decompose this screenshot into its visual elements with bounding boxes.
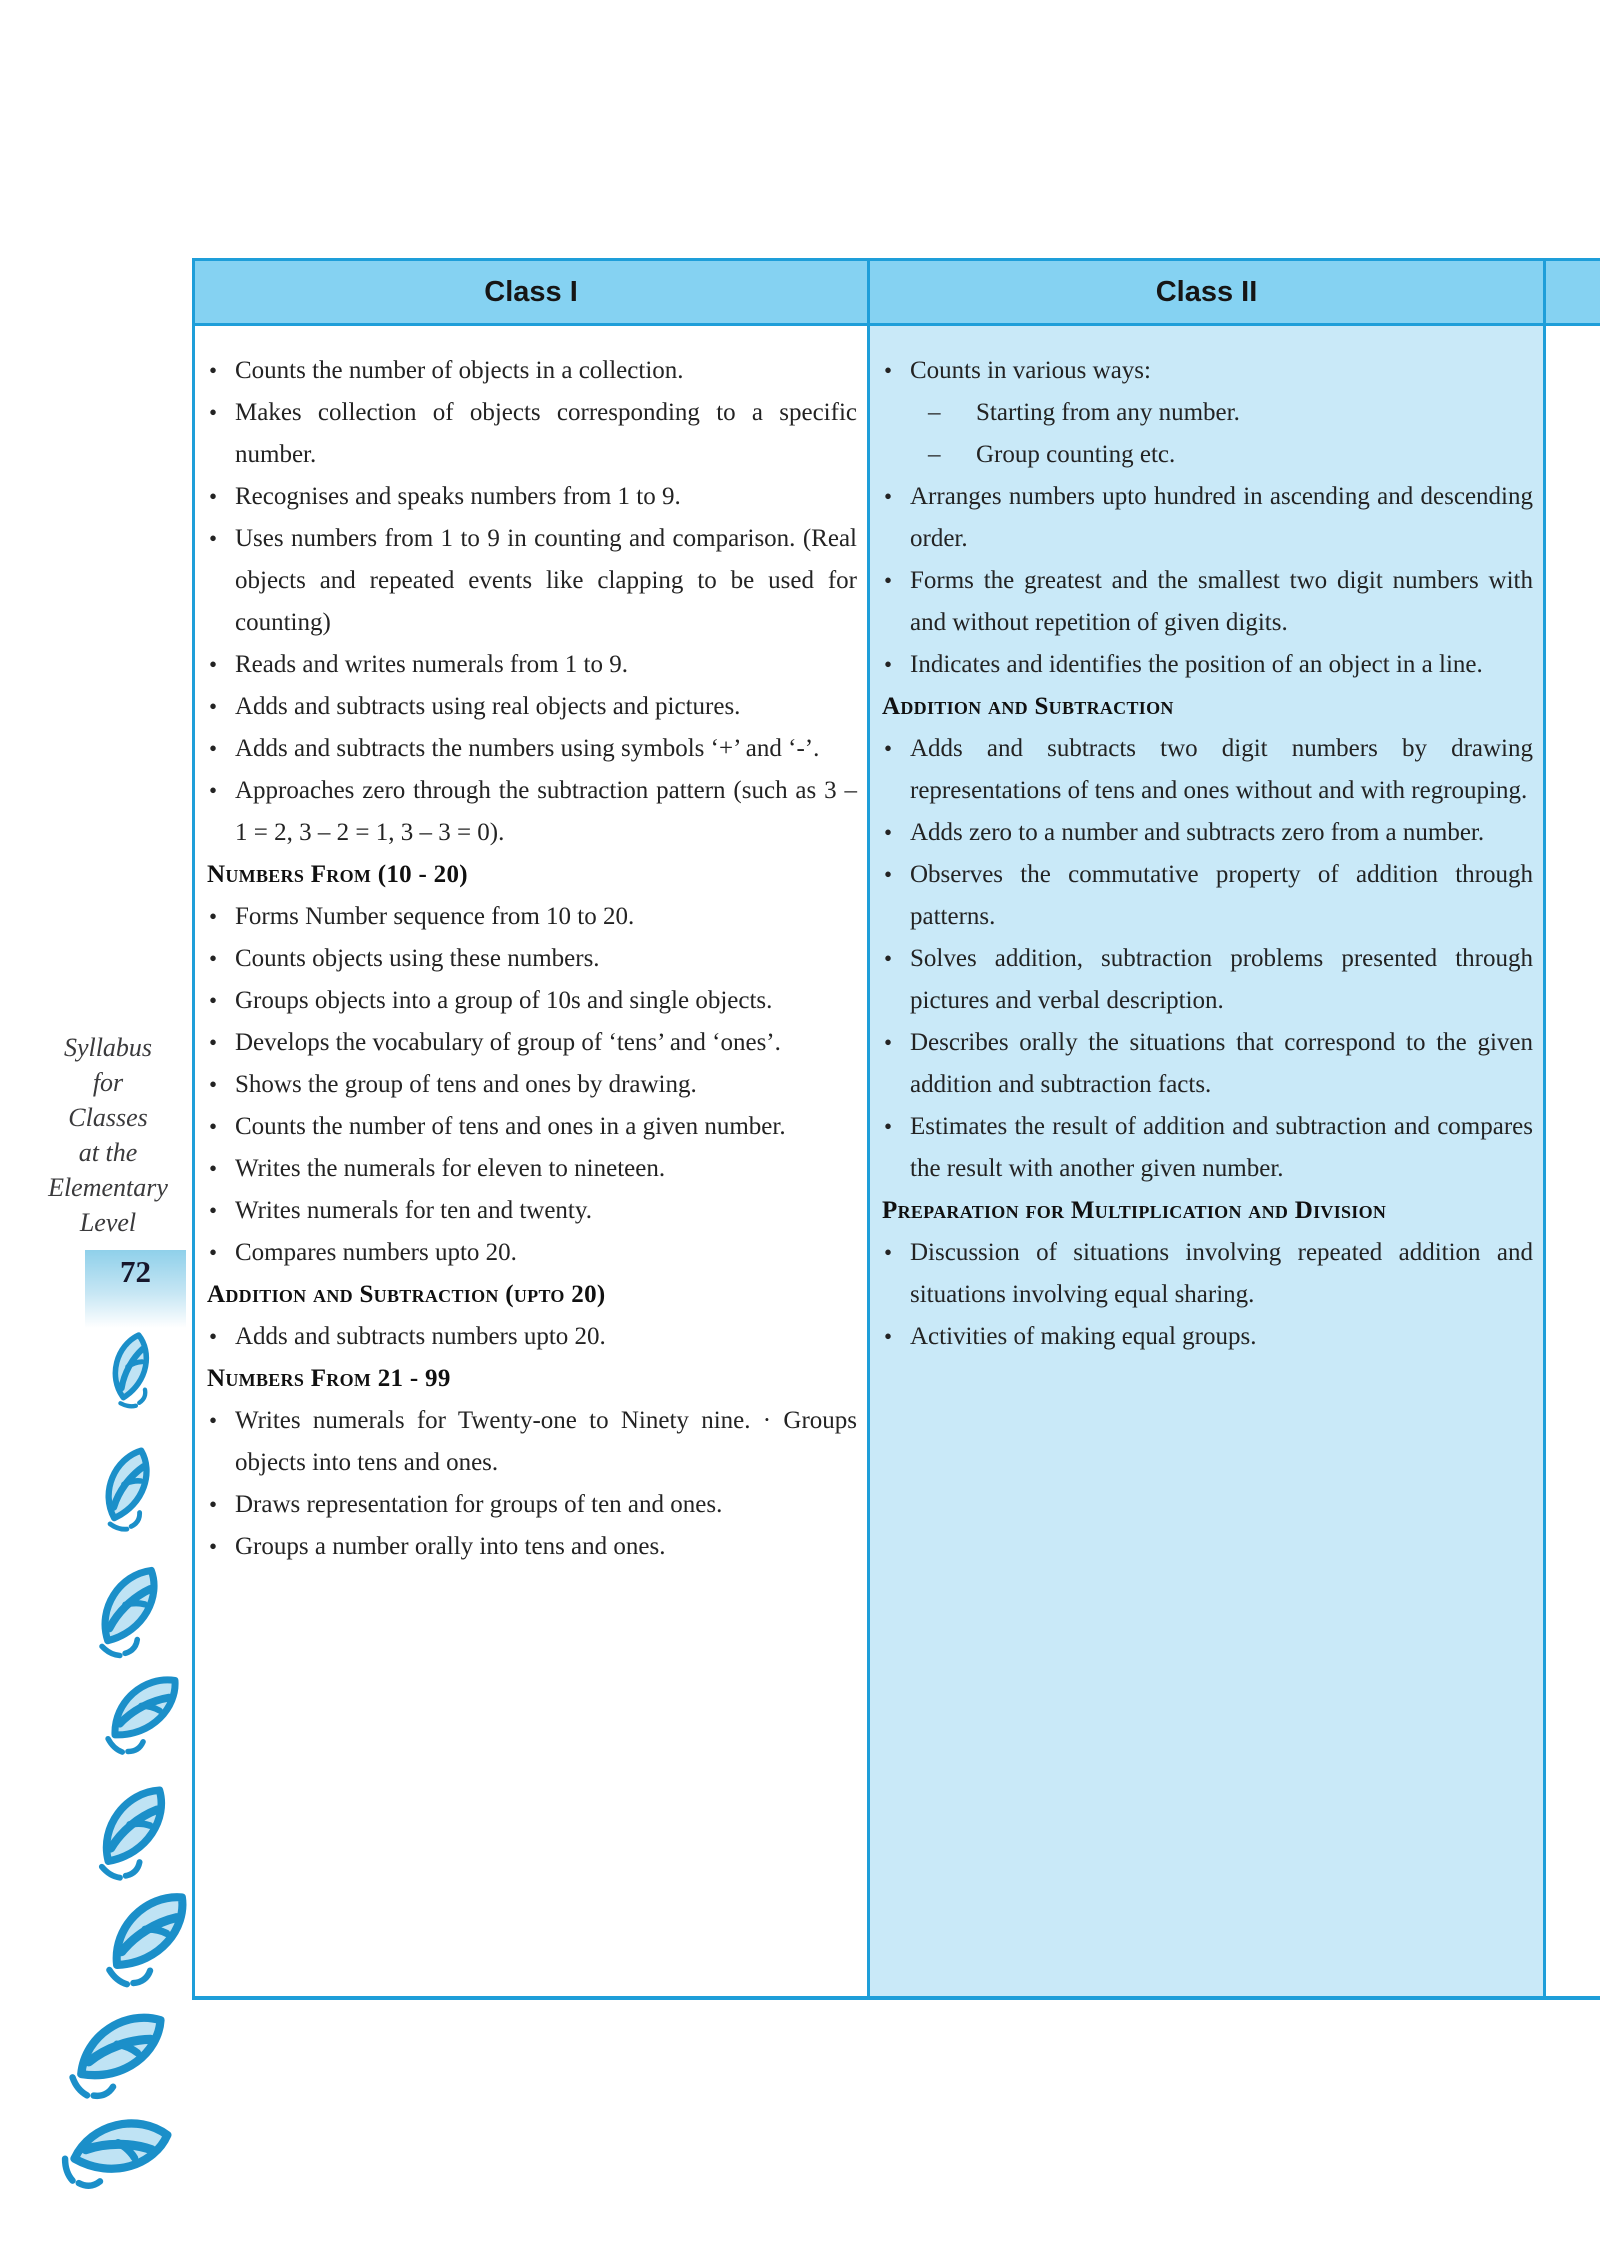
list-item-text: Uses numbers from 1 to 9 in counting and comparison. (Real objects and repeated events like clapping to be used for counting) xyxy=(235,525,857,636)
list-item xyxy=(880,644,1533,686)
syllabus-table xyxy=(192,258,1600,2000)
bullet-icon: • xyxy=(884,1240,893,1265)
bullet-icon: • xyxy=(209,400,218,425)
sidebar-title-line: at the xyxy=(78,1138,138,1167)
list-item-text: Makes collection of objects corresponding to a specific number. xyxy=(235,399,857,468)
list-item xyxy=(205,1232,857,1274)
leaf-icon xyxy=(64,1760,195,1895)
list-item-text: Activities of making equal groups. xyxy=(910,1323,1257,1350)
list-item-text: Writes the numerals for eleven to nineteen. xyxy=(235,1155,666,1182)
list-item-text: Shows the group of tens and ones by drawing. xyxy=(235,1071,697,1098)
list-item-text: Counts the number of objects in a collection. xyxy=(235,357,684,384)
list-item-text: Reads and writes numerals from 1 to 9. xyxy=(235,651,628,678)
section-heading: Numbers From 21 - 99 xyxy=(207,1365,451,1392)
list-item xyxy=(205,350,857,392)
list-item-text: Observes the commutative property of addition through patterns. xyxy=(910,861,1533,930)
column-header-class-1: Class I xyxy=(195,261,867,323)
list-item-text: Counts objects using these numbers. xyxy=(235,945,600,972)
table-header-row xyxy=(195,261,1600,326)
list-item xyxy=(205,728,857,770)
list-item-text: Compares numbers upto 20. xyxy=(235,1239,517,1266)
list-item-text: Adds and subtracts the numbers using symbols ‘+’ and ‘-’. xyxy=(235,735,820,762)
sidebar-title xyxy=(28,1030,188,1240)
section-heading: Numbers From (10 - 20) xyxy=(207,861,468,888)
list-item xyxy=(205,770,857,854)
leaf-icon xyxy=(75,1433,175,1542)
bullet-icon: • xyxy=(209,526,218,551)
list-item xyxy=(880,350,1533,392)
list-item-text: Adds and subtracts using real objects and pictures. xyxy=(235,693,741,720)
bullet-icon: • xyxy=(884,652,893,677)
bullet-icon: • xyxy=(209,1030,218,1055)
list-item xyxy=(880,938,1533,1022)
list-item xyxy=(880,476,1533,560)
list-item-text: Counts the number of tens and ones in a given number. xyxy=(235,1113,786,1140)
bullet-icon: • xyxy=(209,694,218,719)
list-item-text: Discussion of situations involving repeated addition and situations involving equal sharing. xyxy=(910,1239,1533,1308)
list-item-text: Counts in various ways: xyxy=(910,357,1151,384)
bullet-icon: • xyxy=(209,736,218,761)
bullet-icon: • xyxy=(209,904,218,929)
bullet-icon: • xyxy=(209,1534,218,1559)
leaf-icon xyxy=(78,1648,203,1771)
list-item xyxy=(205,938,857,980)
list-item-text: Develops the vocabulary of group of ‘tens’ and ‘ones’. xyxy=(235,1029,781,1056)
list-item-text: Solves addition, subtraction problems presented through pictures and verbal description. xyxy=(910,945,1533,1014)
bullet-icon: • xyxy=(884,946,893,971)
bullet-icon: • xyxy=(209,358,218,383)
bullet-icon: • xyxy=(209,946,218,971)
section-heading: Addition and Subtraction (upto 20) xyxy=(207,1281,606,1308)
list-item xyxy=(205,1106,857,1148)
list-item xyxy=(205,476,857,518)
leaf-icon xyxy=(42,1978,189,2117)
list-item-text: Adds and subtracts numbers upto 20. xyxy=(235,1323,606,1350)
sidebar-title-line: Classes xyxy=(68,1103,148,1132)
list-item xyxy=(880,1022,1533,1106)
list-item-text: Draws representation for groups of ten and ones. xyxy=(235,1491,723,1518)
bullet-icon: • xyxy=(209,1492,218,1517)
section-heading: Preparation for Multiplication and Division xyxy=(882,1197,1387,1224)
list-item xyxy=(205,896,857,938)
page-number: 72 xyxy=(120,1254,151,1289)
bullet-icon: • xyxy=(209,1324,218,1349)
bullet-icon: • xyxy=(209,484,218,509)
list-item-text: Forms the greatest and the smallest two digit numbers with and without repetition of given digits. xyxy=(910,567,1533,636)
list-item xyxy=(205,1022,857,1064)
sub-list-item xyxy=(880,392,1533,434)
list-item xyxy=(205,1484,857,1526)
column-header-class-2: Class II xyxy=(867,261,1543,323)
sidebar-title-line: for xyxy=(92,1068,124,1097)
section-heading: Addition and Subtraction xyxy=(882,693,1174,720)
bullet-icon: • xyxy=(209,1240,218,1265)
sub-list-item xyxy=(880,434,1533,476)
leaf-icon xyxy=(88,1323,169,1415)
page-number-badge xyxy=(85,1250,186,1328)
bullet-icon: • xyxy=(209,1408,218,1433)
list-item-text: Adds zero to a number and subtracts zero from a number. xyxy=(910,819,1485,846)
leaf-icon xyxy=(65,1544,187,1672)
bullet-icon: • xyxy=(209,988,218,1013)
list-item xyxy=(205,1190,857,1232)
bullet-icon: • xyxy=(209,1114,218,1139)
list-item-text: Adds and subtracts two digit numbers by drawing representations of tens and ones without and with regrouping. xyxy=(910,735,1533,804)
list-item xyxy=(205,518,857,644)
bullet-icon: • xyxy=(884,484,893,509)
sidebar-title-line: Elementary xyxy=(48,1173,168,1202)
list-item xyxy=(205,644,857,686)
bullet-icon: • xyxy=(209,652,218,677)
list-item-text: Group counting etc. xyxy=(976,441,1176,468)
sidebar-title-line: Level xyxy=(79,1208,137,1237)
list-item xyxy=(880,854,1533,938)
list-item xyxy=(205,980,857,1022)
list-item xyxy=(880,1106,1533,1190)
list-item xyxy=(205,1148,857,1190)
list-item-text: Writes numerals for Twenty-one to Ninety nine. · Groups objects into tens and ones. xyxy=(235,1407,857,1476)
list-item-text: Describes orally the situations that correspond to the given addition and subtraction facts. xyxy=(910,1029,1533,1098)
list-item-text: Estimates the result of addition and subtraction and compares the result with another given number. xyxy=(910,1113,1533,1182)
list-item-text: Indicates and identifies the position of an object in a line. xyxy=(910,651,1483,678)
bullet-icon: • xyxy=(884,736,893,761)
bullet-icon: • xyxy=(209,778,218,803)
list-item xyxy=(880,728,1533,812)
list-item-text: Arranges numbers upto hundred in ascending and descending order. xyxy=(910,483,1533,552)
table-body-row xyxy=(195,326,1600,1996)
leaf-icon xyxy=(50,2089,183,2203)
list-item-text: Groups a number orally into tens and ones. xyxy=(235,1533,666,1560)
list-item-text: Groups objects into a group of 10s and single objects. xyxy=(235,987,773,1014)
bullet-icon: • xyxy=(884,1030,893,1055)
list-item xyxy=(205,686,857,728)
sidebar-title-line: Syllabus xyxy=(63,1033,153,1062)
list-item-text: Writes numerals for ten and twenty. xyxy=(235,1197,592,1224)
list-item xyxy=(205,1064,857,1106)
bullet-icon: • xyxy=(209,1156,218,1181)
bullet-icon: • xyxy=(884,1114,893,1139)
dash-icon: – xyxy=(928,441,941,468)
list-item xyxy=(205,392,857,476)
bullet-icon: • xyxy=(884,358,893,383)
bullet-icon: • xyxy=(884,1324,893,1349)
bullet-icon: • xyxy=(209,1198,218,1223)
list-item-text: Starting from any number. xyxy=(976,399,1240,426)
class-2-cell xyxy=(867,326,1543,1996)
list-item xyxy=(205,1526,857,1568)
class-1-cell xyxy=(195,326,867,1996)
list-item-text: Forms Number sequence from 10 to 20. xyxy=(235,903,635,930)
list-item-text: Approaches zero through the subtraction pattern (such as 3 – 1 = 2, 3 – 2 = 1, 3 – 3 = 0). xyxy=(235,777,857,846)
bullet-icon: • xyxy=(884,820,893,845)
dash-icon: – xyxy=(928,399,941,426)
list-item-text: Recognises and speaks numbers from 1 to 9. xyxy=(235,483,681,510)
bullet-icon: • xyxy=(209,1072,218,1097)
bullet-icon: • xyxy=(884,862,893,887)
bullet-icon: • xyxy=(884,568,893,593)
list-item xyxy=(880,1316,1533,1358)
list-item xyxy=(205,1316,857,1358)
extra-cell xyxy=(1543,326,1600,1996)
column-header-extra xyxy=(1543,261,1600,323)
list-item xyxy=(880,560,1533,644)
list-item xyxy=(205,1400,857,1484)
list-item xyxy=(880,812,1533,854)
list-item xyxy=(880,1232,1533,1316)
